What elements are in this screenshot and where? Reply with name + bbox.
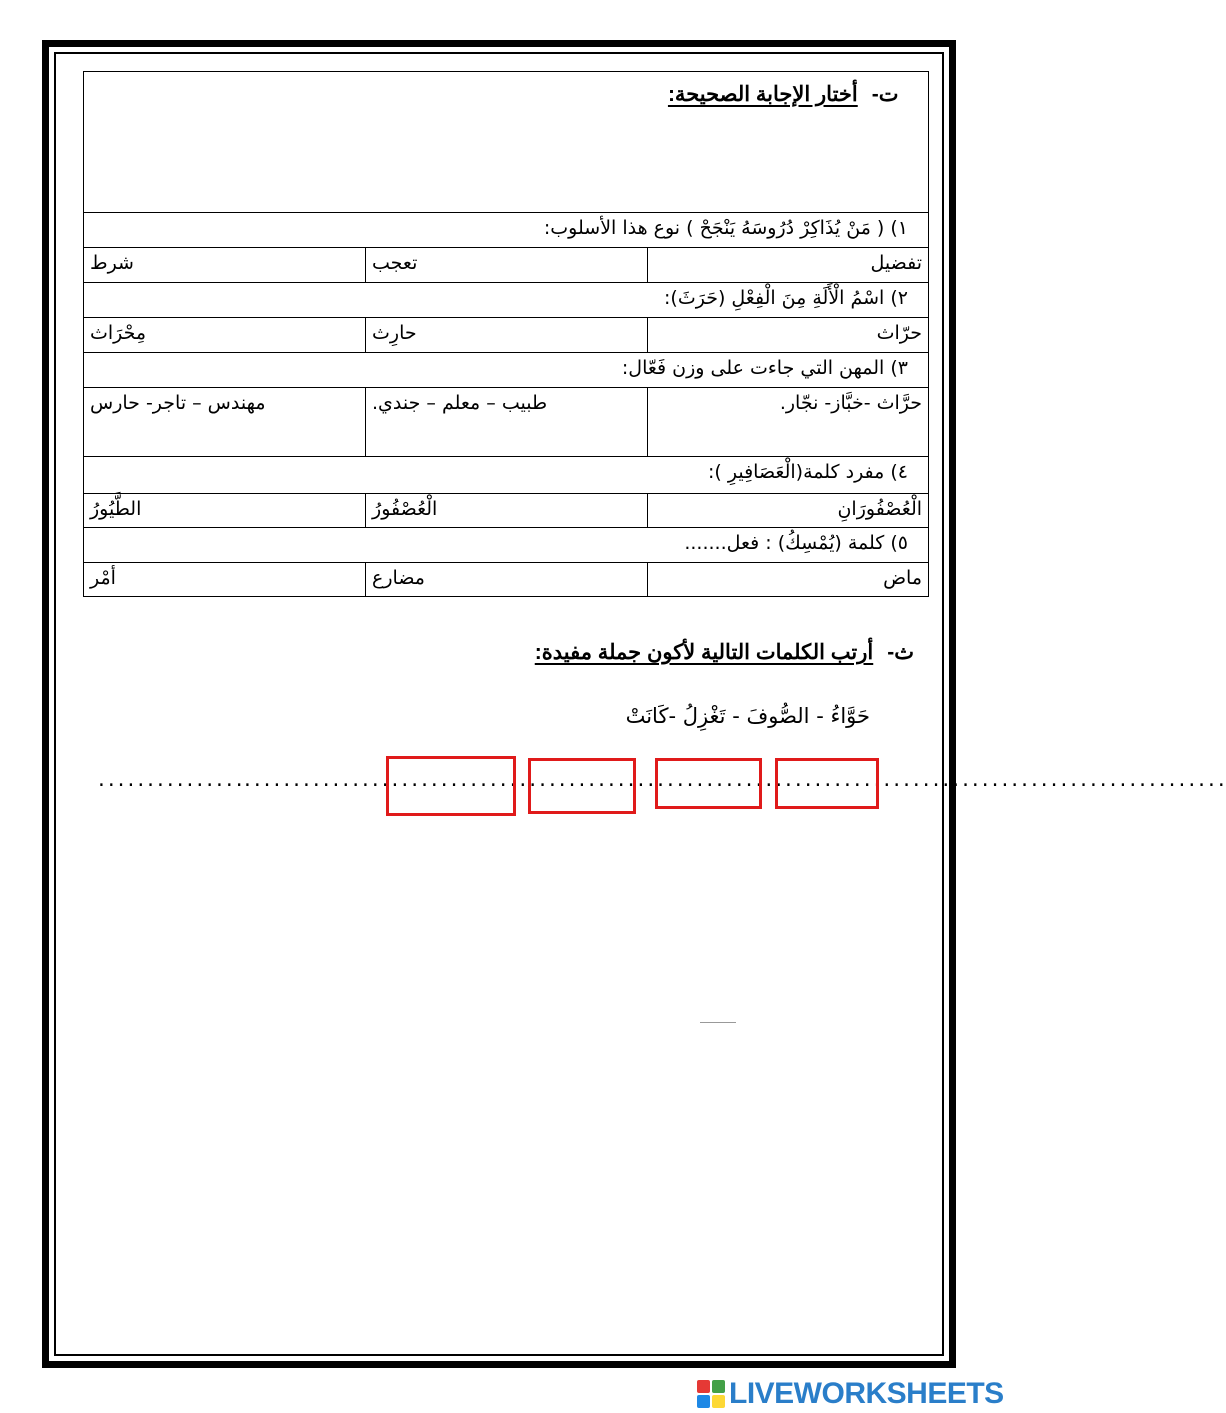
option-c[interactable]: شرط (84, 248, 366, 283)
option-a[interactable]: تفضيل (648, 248, 929, 283)
question-prompt: ٥) كلمة (يُمْسِكُ) : فعل....... (84, 528, 929, 563)
question-prompt: ٤) مفرد كلمة(الْعَصَافِيرِ ): (84, 457, 929, 494)
answer-box-3[interactable] (528, 758, 636, 814)
option-b[interactable]: الْعُصْفُورُ (366, 494, 648, 528)
option-c[interactable]: أمْر (84, 563, 366, 597)
option-c[interactable]: مِحْرَاث (84, 318, 366, 353)
option-b[interactable]: تعجب (366, 248, 648, 283)
dotted-line-left: ............... (96, 770, 244, 791)
question-prompt: ٢) اسْمُ الْأَلَةِ مِنَ الْفِعْلِ (حَرَثَ): (84, 283, 929, 318)
option-a[interactable]: الْعُصْفُورَانِ (648, 494, 929, 528)
option-a[interactable]: ماض (648, 563, 929, 597)
option-c[interactable]: الطَّيُورُ (84, 494, 366, 528)
scrambled-words: حَوَّاءُ - الصُّوفَ - تَغْزِلُ -كَانَتْ (625, 704, 870, 728)
options-row (84, 388, 929, 457)
logo-text: LIVEWORKSHEETS (729, 1377, 1004, 1410)
option-c[interactable]: مهندس – تاجر- حارس (84, 388, 366, 457)
options-row (84, 563, 929, 597)
question-row (84, 528, 929, 563)
answer-box-2[interactable] (655, 758, 762, 809)
liveworksheets-logo (697, 1377, 1004, 1411)
question-row (84, 353, 929, 388)
scan-mark (700, 1022, 736, 1023)
options-row (84, 494, 929, 528)
option-a[interactable]: حرَّاث -خبَّاز- نجّار. (648, 388, 929, 457)
multiple-choice-table (83, 71, 929, 597)
logo-icon (697, 1380, 725, 1408)
question-prompt: ٣) المهن التي جاءت على وزن فَعّال: (84, 353, 929, 388)
question-prompt: ١) ( مَنْ يُذَاكِرْ دُرُوسَهُ يَنْجَحْ ) نوع هذا الأسلوب: (84, 213, 929, 248)
option-a[interactable]: حرّاث (648, 318, 929, 353)
options-row (84, 318, 929, 353)
dotted-line-right: .................................................................................................... (242, 770, 1226, 791)
option-b[interactable]: طبيب – معلم – جندي. (366, 388, 648, 457)
option-b[interactable]: حارِث (366, 318, 648, 353)
section-title-t: ت-أختار الإجابة الصحيحة: (667, 82, 899, 106)
options-row (84, 248, 929, 283)
option-b[interactable]: مضارع (366, 563, 648, 597)
question-row (84, 457, 929, 494)
question-row (84, 283, 929, 318)
section-header-row (84, 72, 929, 213)
section-title-th: ث-أرتب الكلمات التالية لأكون جملة مفيدة: (534, 641, 914, 664)
answer-box-4[interactable] (386, 756, 516, 816)
question-row (84, 213, 929, 248)
answer-box-1[interactable] (775, 758, 879, 809)
